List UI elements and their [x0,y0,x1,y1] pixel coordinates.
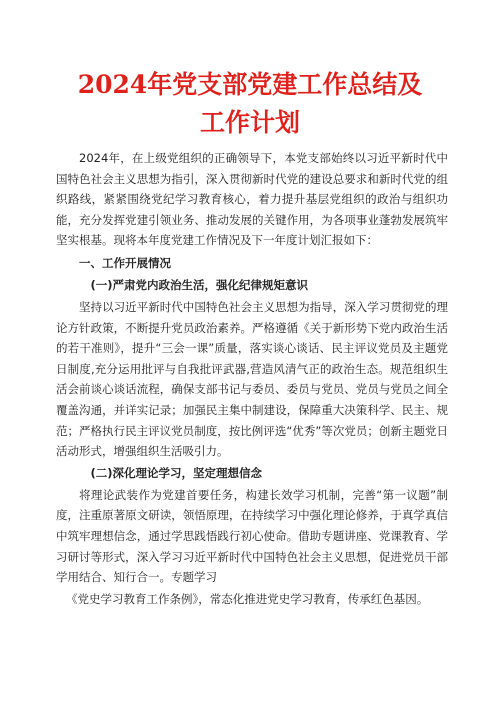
section-heading-work-progress: 一、工作开展情况 [79,255,171,270]
subsection-heading-theory-study: (二)深化理论学习，坚定理想信念 [90,465,263,480]
document-body [56,148,448,609]
paragraph-theory-study: 将理论武装作为党建首要任务，构建长效学习机制，完善“第一议题”制度，注重原著原文研读，领悟原理，在持续学习中强化理论修养，于真学真信中筑牢理想信念，通过学思践悟践行初心使命。借助专题讲座、党课教育、学习研讨等形式，深入学习习近平新时代中国特色社会主义思想，促进党员干部学用结合、知行合一。专题学习 [56,487,448,585]
intro-paragraph: 2024年，在上级党组织的正确领导下，本党支部始终以习近平新时代中国特色社会主义思想为指引，深入贯彻新时代党的建设总要求和新时代党的组织路线，紧紧围绕党纪学习教育核心，着力提升基层党组织的政治与组织功能，充分发挥党建引领业务、推动发展的关键作用，为各项事业蓬勃发展筑牢坚实根基。现将本年度党建工作情况及下一年度计划汇报如下： [56,151,448,248]
document-title-line-1: 2024年党支部党建工作总结及 [77,70,423,99]
subsection-heading-political-life: (一)严肃党内政治生活，强化纪律规矩意识 [90,277,309,292]
paragraph-party-history: 《党史学习教育工作条例》，常态化推进党史学习教育，传承红色基因。 [66,591,429,606]
document-title-line-2: 工作计划 [199,108,300,137]
paragraph-political-life: 坚持以习近平新时代中国特色社会主义思想为指导，深入学习贯彻党的理论方针政策，不断提升党员政治素养。严格遵循《关于新形势下党内政治生活的若干准则》，提升“三会一课”质量，落实谈心谈话、民主评议党员及主题党日制度,充分运用批评与自我批评武器,营造风清气正的政治生态。规范组织生活会前谈心谈话流程，确保支部书记与委员、委员与党员、党员与党员之间全覆盖沟通，并详实记录；加强民主集中制建设，保障重大决策科学、民主、规范；严格执行民主评议党员制度，按比例评选“优秀”等次党员；创新主题党日活动形式，增强组织生活吸引力。 [56,299,448,459]
